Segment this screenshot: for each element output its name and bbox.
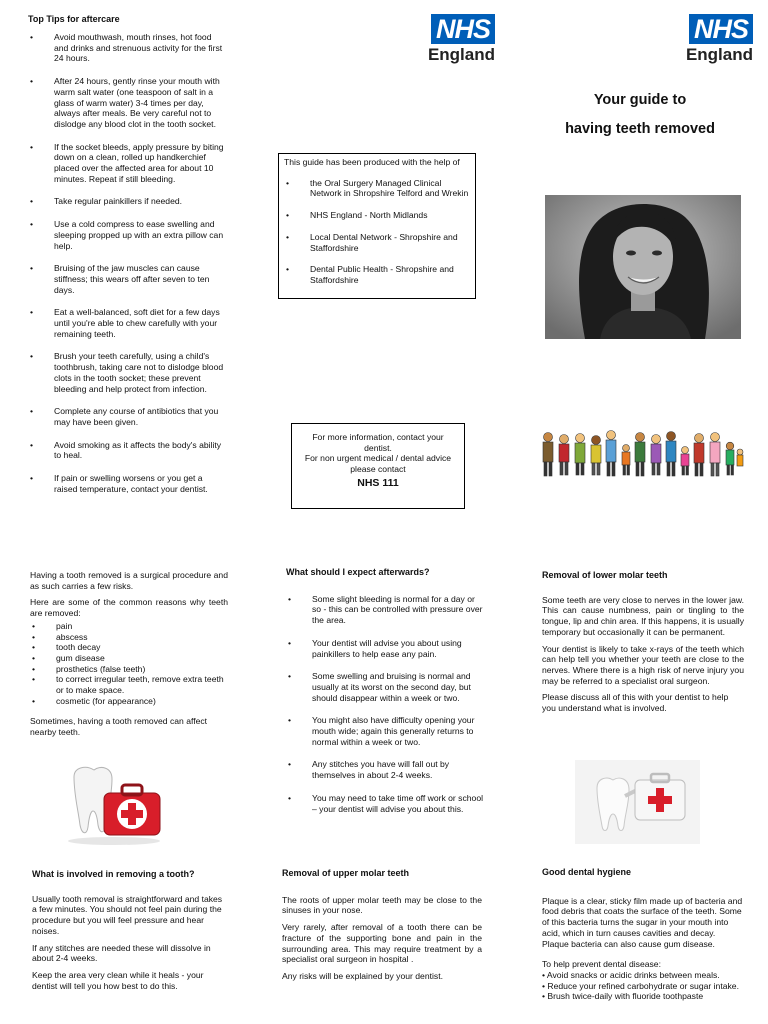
involved-heading: What is involved in removing a tooth? bbox=[32, 869, 195, 879]
lower-molar-paragraph-1: Some teeth are very close to nerves in the lower jaw. This can cause numbness, pain or tingling to the tongue, lip and chin area. If this happens, it is usually temporary but occasionally it can be permanent. bbox=[542, 594, 744, 637]
list-item: • Avoid smoking as it affects the body's ability to heal. bbox=[28, 440, 228, 461]
aftercare-tips-list bbox=[28, 32, 228, 495]
intro-paragraph-2: Here are some of the common reasons why teeth are removed: bbox=[30, 597, 228, 619]
upper-molar-paragraph-3: Any risks will be explained by your dentist. bbox=[282, 970, 443, 981]
list-item: • You may need to take time off work or school – your dentist will advise you about this. bbox=[286, 793, 486, 814]
tooth-first-aid-image bbox=[64, 763, 164, 845]
cover-title-line-2: having teeth removed bbox=[565, 121, 715, 137]
list-item: • Complete any course of antibiotics that you may have been given. bbox=[28, 406, 228, 427]
list-item: • Take regular painkillers if needed. bbox=[28, 196, 228, 207]
hygiene-paragraph-1: Plaque is a clear, sticky film made up of bacteria and food debris that coats the surface of the teeth. Some of this bacteria turns the sugar in your mouth into acid, which in turn causes cavities and decay. Plaque bacteria can also cause gum disease. bbox=[542, 895, 743, 949]
intro-panel bbox=[30, 570, 228, 744]
upper-molar-heading: Removal of upper molar teeth bbox=[282, 868, 410, 878]
hygiene-tip: • Brush twice-daily with fluoride toothpaste bbox=[542, 991, 704, 1002]
list-item: • prosthetics (false teeth) bbox=[30, 664, 228, 675]
involved-panel bbox=[32, 869, 228, 997]
contact-box bbox=[291, 423, 465, 509]
family-illustration bbox=[540, 426, 745, 482]
tooth-first-aid-icon bbox=[64, 763, 164, 845]
list-item: • Some swelling and bruising is normal and usually at its worst on the second day, but should disappear within a week or two. bbox=[286, 671, 486, 703]
list-item: • pain bbox=[30, 621, 228, 632]
nhs-logo-region: England bbox=[685, 45, 753, 64]
expect-panel bbox=[286, 567, 486, 826]
list-item: • Local Dental Network - Shropshire and Staffordshire bbox=[284, 232, 469, 253]
nhs-england-logo bbox=[420, 14, 495, 65]
cover-photo bbox=[545, 195, 741, 339]
intro-paragraph-3: Sometimes, having a tooth removed can affect nearby teeth. bbox=[30, 716, 208, 738]
hygiene-panel bbox=[542, 867, 744, 1024]
involved-paragraph-3: Keep the area very clean while it heals - your dentist will tell you how best to do this. bbox=[32, 969, 204, 991]
contact-line-1: For more information, contact your dentist. bbox=[312, 432, 444, 453]
list-item: • gum disease bbox=[30, 653, 228, 664]
involved-paragraph-2: If any stitches are needed these will dissolve in about 2-4 weeks. bbox=[32, 942, 211, 964]
list-item: • Bruising of the jaw muscles can cause stiffness; this wears off after seven to ten days. bbox=[28, 263, 228, 295]
reasons-list bbox=[30, 621, 228, 707]
list-item: • If the socket bleeds, apply pressure by biting down on a clean, rolled up handkerchief placed over the affected area for about 10 minutes. Repeat if still bleeding. bbox=[28, 142, 228, 185]
nhs-england-logo-cover bbox=[678, 14, 753, 65]
list-item: • If pain or swelling worsens or you get a raised temperature, contact your dentist. bbox=[28, 473, 228, 494]
list-item: • Use a cold compress to ease swelling and sleeping propped up with an extra pillow can help. bbox=[28, 219, 228, 251]
expect-list bbox=[286, 594, 486, 815]
partners-box bbox=[278, 153, 476, 299]
list-item: • to correct irregular teeth, remove extra teeth or to make space. bbox=[30, 674, 228, 695]
lower-molar-heading: Removal of lower molar teeth bbox=[542, 570, 668, 580]
nhs-logo-mark: NHS bbox=[689, 14, 753, 44]
lower-molar-paragraph-3: Please discuss all of this with your dentist to help you understand what is involved. bbox=[542, 692, 729, 714]
list-item: • abscess bbox=[30, 632, 228, 643]
list-item: • cosmetic (for appearance) bbox=[30, 696, 228, 707]
list-item: • Some slight bleeding is normal for a day or so - this can be controlled with pressure over the area. bbox=[286, 594, 486, 626]
cover-title-line-1: Your guide to bbox=[593, 92, 687, 108]
lower-molar-paragraph-2: Your dentist is likely to take x-rays of the teeth which can help tell you whether your teeth are close to the nerves. Where there is a high risk of nerve injury you may be referred to a specialist oral surgeon. bbox=[542, 643, 744, 686]
partners-intro: This guide has been produced with the help of bbox=[284, 157, 460, 167]
aftercare-heading: Top Tips for aftercare bbox=[28, 14, 120, 24]
list-item: • Dental Public Health - Shropshire and Staffordshire bbox=[284, 264, 469, 285]
list-item: • the Oral Surgery Managed Clinical Network in Shropshire Telford and Wrekin bbox=[284, 178, 469, 199]
hygiene-tip: • Reduce your refined carbohydrate or sugar intake. bbox=[542, 980, 739, 991]
hygiene-heading: Good dental hygiene bbox=[542, 867, 632, 877]
partners-list bbox=[284, 178, 469, 286]
woman-portrait-image bbox=[545, 195, 741, 339]
intro-paragraph-1: Having a tooth removed is a surgical procedure and as such carries a few risks. bbox=[30, 570, 228, 591]
list-item: • You might also have difficulty opening your mouth wide; again this generally returns to normal within a week or two. bbox=[286, 715, 486, 747]
list-item: • Brush your teeth carefully, using a child's toothbrush, taking care not to dislodge blood clots in the tooth socket; these prevent bleeding and help protect from infection. bbox=[28, 351, 228, 394]
upper-molar-panel bbox=[282, 868, 482, 988]
list-item: • Eat a well-balanced, soft diet for a few days until you're able to chew carefully with your remaining teeth. bbox=[28, 307, 228, 339]
nhs-logo-mark: NHS bbox=[431, 14, 495, 44]
nhs-logo-region: England bbox=[427, 45, 495, 64]
tooth-doctor-icon bbox=[575, 760, 700, 844]
list-item: • After 24 hours, gently rinse your mouth with warm salt water (one teaspoon of salt in a glass of warm water) 3-4 times per day, always after meals. Be very careful not to dislodge any blood clot in the tooth socket. bbox=[28, 76, 228, 130]
involved-paragraph-1: Usually tooth removal is straightforward and takes a few minutes. You should not feel pain during the procedure but you will feel pressure and hear noises. bbox=[32, 893, 223, 936]
aftercare-panel bbox=[28, 14, 228, 507]
list-item: • NHS England - North Midlands bbox=[284, 210, 469, 221]
tooth-doctor-image bbox=[575, 760, 700, 844]
list-item: • tooth decay bbox=[30, 642, 228, 653]
hygiene-tip: • Avoid snacks or acidic drinks between meals. bbox=[542, 969, 720, 980]
family-group-image bbox=[540, 426, 745, 482]
cover-title bbox=[540, 86, 740, 144]
hygiene-paragraph-2: To help prevent dental disease: bbox=[542, 959, 661, 970]
upper-molar-paragraph-1: The roots of upper molar teeth may be close to the sinuses in your nose. bbox=[282, 894, 482, 916]
list-item: • Your dentist will advise you about using painkillers to help ease any pain. bbox=[286, 638, 486, 659]
contact-line-2: For non urgent medical / dental advice please contact bbox=[304, 453, 452, 475]
list-item: • Any stitches you have will fall out by themselves in about 2-4 weeks. bbox=[286, 759, 486, 780]
upper-molar-paragraph-2: Very rarely, after removal of a tooth there can be fracture of the supporting bone and pain in the surrounding area. This may require treatment by a specialist oral surgeon in hospital . bbox=[282, 922, 482, 965]
list-item: • Avoid mouthwash, mouth rinses, hot food and drinks and strenuous activity for the first 24 hours. bbox=[28, 32, 228, 64]
lower-molar-panel bbox=[542, 570, 744, 720]
contact-number: NHS 111 bbox=[357, 476, 399, 489]
expect-heading: What should I expect afterwards? bbox=[286, 567, 430, 577]
